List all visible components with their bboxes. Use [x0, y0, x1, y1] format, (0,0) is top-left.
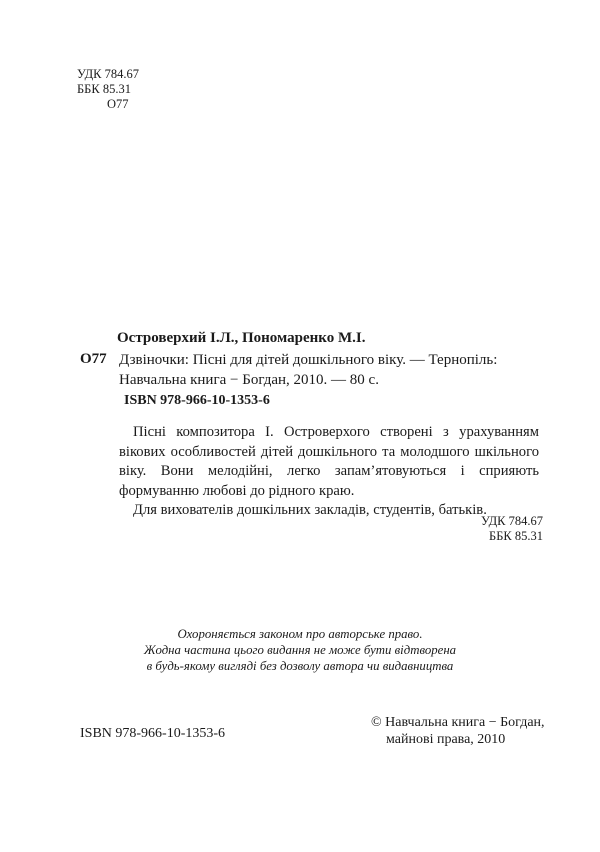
bibliographic-line-1: Дзвіночки: Пісні для дітей дошкільного віку. — Тернопіль:: [119, 352, 498, 368]
udk-code-top: УДК 784.67: [77, 67, 139, 81]
abstract: [119, 423, 539, 521]
udk-code-right: УДК 784.67: [481, 514, 543, 528]
copyright-notice-line: Охороняється законом про авторське право.: [177, 627, 423, 641]
isbn-footer: ISBN 978-966-10-1353-6: [80, 726, 226, 741]
copyright-notice-line: в будь-якому вигляді без дозволу автора чи видавництва: [146, 659, 454, 673]
publisher-copyright: © Навчальна книга − Богдан,: [371, 715, 545, 730]
abstract-paragraph: Пісні композитора І. Островерхого створені з урахуванням вікових особливостей дітей дошкільного та молодшого шкільного віку. Вони мелодійні, легко запам’ятовуються і сприяють формуванню любові до рідного краю.: [119, 424, 539, 499]
author-code-top: О77: [107, 97, 129, 111]
author-code: О77: [80, 351, 107, 367]
copyright-notice: [0, 626, 600, 674]
bbk-code-right: ББК 85.31: [489, 529, 543, 543]
audience-paragraph: Для вихователів дошкільних закладів, студентів, батьків.: [133, 502, 487, 518]
authors: Островерхий І.Л., Пономаренко М.І.: [117, 330, 366, 346]
bbk-code-top: ББК 85.31: [77, 82, 131, 96]
isbn-main: ISBN 978-966-10-1353-6: [124, 393, 270, 408]
publisher-rights: майнові права, 2010: [386, 732, 506, 747]
copyright-notice-line: Жодна частина цього видання не може бути відтворена: [143, 643, 457, 657]
bibliographic-line-2: Навчальна книга − Богдан, 2010. — 80 с.: [119, 372, 379, 388]
